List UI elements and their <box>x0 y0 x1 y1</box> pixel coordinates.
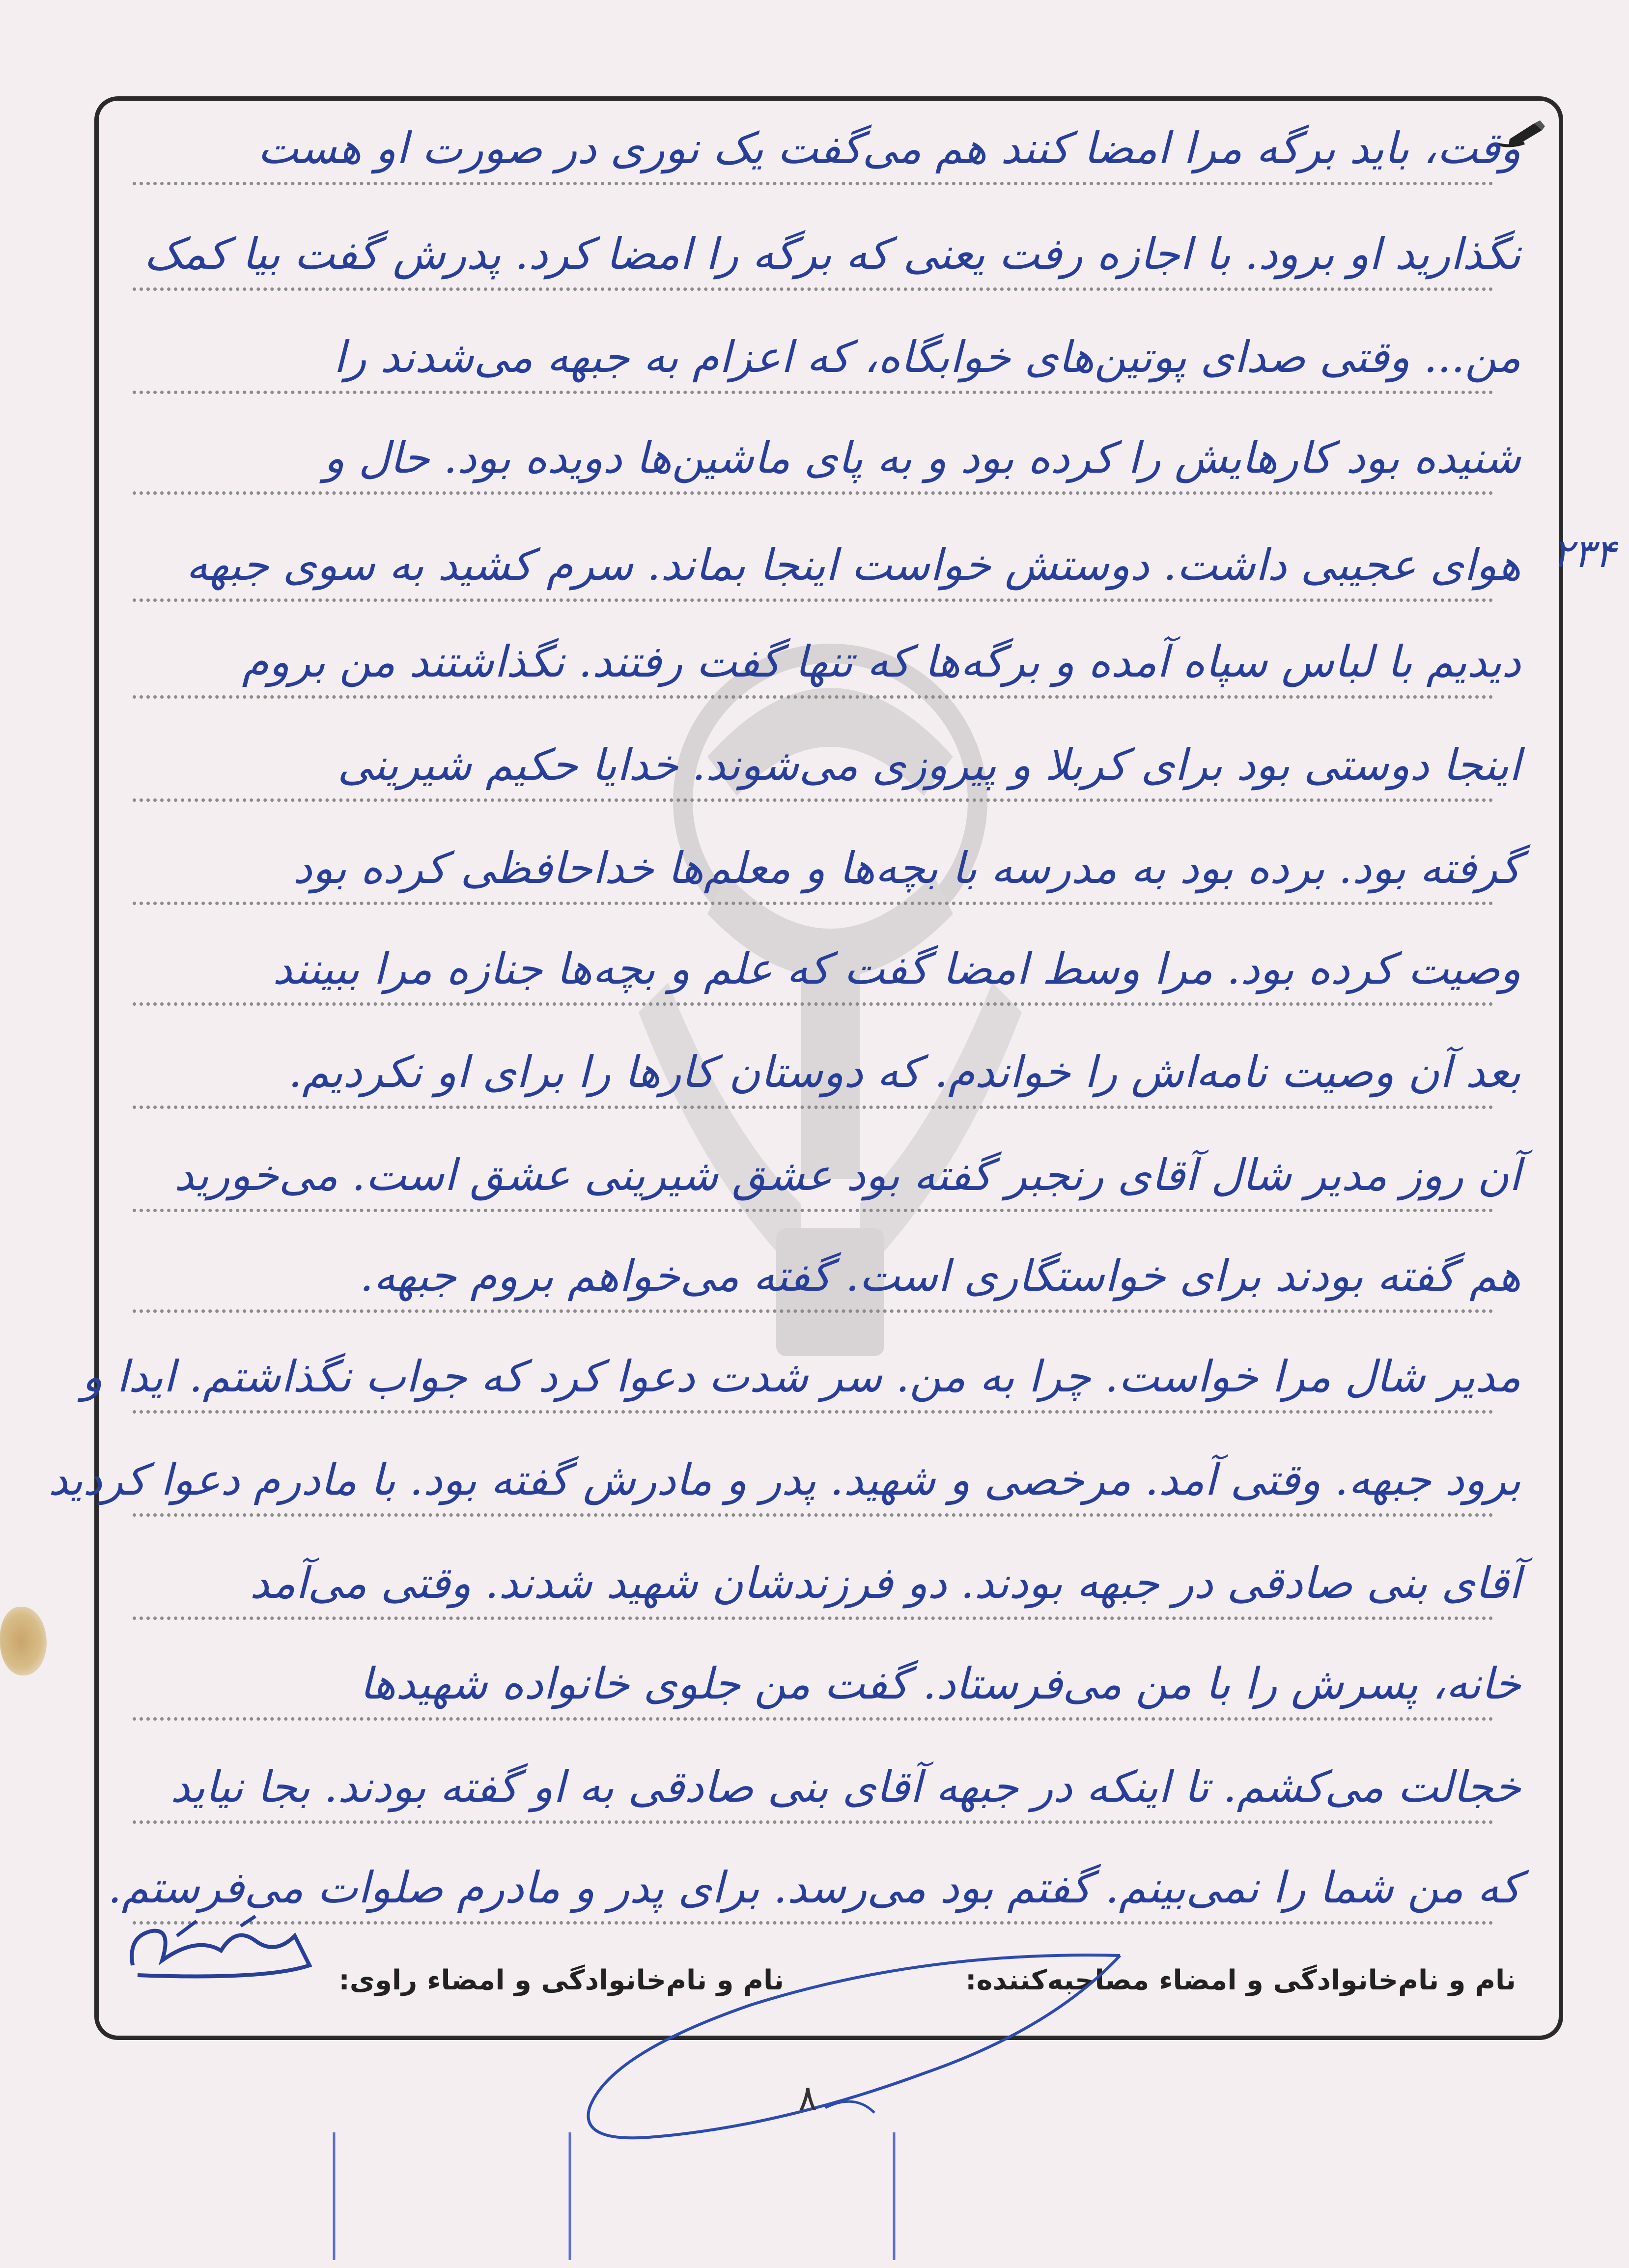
bottom-stray-marks <box>314 2127 953 2265</box>
handwritten-line: برود جبهه. وقتی آمد. مرخصی و شهید. پدر و مادرش گفته بود. با مادرم دعوا کردید <box>48 1454 1521 1505</box>
ruled-line <box>133 902 1493 905</box>
page-number: ۸ <box>798 2077 817 2119</box>
handwritten-line: هوای عجیبی داشت. دوستش خواست اینجا بماند. سرم کشید به سوی جبهه <box>186 539 1521 590</box>
ruled-line <box>133 798 1493 802</box>
ruled-line <box>133 598 1493 602</box>
ruled-line <box>133 1309 1493 1313</box>
ruled-line <box>133 1921 1493 1925</box>
ruled-line <box>133 1106 1493 1109</box>
handwritten-line: که من شما را نمی‌بینم. گفتم بود می‌رسد. برای پدر و مادرم صلوات می‌فرستم. <box>108 1862 1521 1913</box>
handwritten-line: آن روز مدیر شال آقای رنجبر گفته بود عشق شیرینی عشق است. می‌خورید <box>174 1150 1521 1200</box>
ruled-line <box>133 287 1493 291</box>
ruled-line <box>133 1002 1493 1006</box>
handwritten-line: خانه، پسرش را با من می‌فرستاد. گفت من جلوی خانواده شهیدها <box>360 1658 1521 1709</box>
handwritten-line: شنیده بود کارهایش را کرده بود و به پای ماشین‌ها دویده بود. حال و <box>324 432 1521 483</box>
handwritten-line: خجالت می‌کشم. تا اینکه در جبهه آقای بنی صادقی به او گفته بودند. بجا نیاید <box>170 1761 1521 1812</box>
interviewer-signature-label: نام و نام‌خانوادگی و امضاء مصاحبه‌کننده: <box>965 1964 1516 1996</box>
margin-number: ۲۳۴ <box>1552 531 1616 576</box>
ruled-line <box>133 1616 1493 1620</box>
ruled-line <box>133 1410 1493 1414</box>
handwritten-line: وقت، باید برگه مرا امضا کنند هم می‌گفت یک نوری در صورت او هست <box>257 123 1521 173</box>
narrator-signature <box>118 1906 324 1995</box>
ruled-line <box>133 1820 1493 1824</box>
handwritten-line: اینجا دوستی بود برای کربلا و پیروزی می‌شوند. خدایا حکیم شیرینی <box>337 739 1521 790</box>
ruled-line <box>133 1717 1493 1721</box>
handwritten-line: بعد آن وصیت نامه‌اش را خواندم. که دوستان کارها را برای او نکردیم. <box>288 1047 1521 1097</box>
ruled-line <box>133 391 1493 394</box>
handwritten-line: نگذارید او برود. با اجازه رفت یعنی که برگه را امضا کرد. پدرش گفت بیا کمک <box>144 228 1521 279</box>
handwritten-line: گرفته بود. برده بود به مدرسه با بچه‌ها و معلم‌ها خداحافظی کرده بود <box>293 843 1521 893</box>
interviewer-signature <box>580 1946 1145 2152</box>
ruled-line <box>133 1513 1493 1517</box>
ruled-line <box>133 695 1493 699</box>
narrator-signature-label: نام و نام‌خانوادگی و امضاء راوی: <box>338 1964 784 1996</box>
handwritten-line: آقای بنی صادقی در جبهه بودند. دو فرزندشان شهید شدند. وقتی می‌آمد <box>250 1558 1521 1608</box>
handwritten-line: وصیت کرده بود. مرا وسط امضا گفت که علم و بچه‌ها جنازه مرا ببینند <box>273 943 1521 994</box>
coffee-stain <box>0 1607 47 1675</box>
handwritten-line: هم گفته بودند برای خواستگاری است. گفته می‌خواهم بروم جبهه. <box>360 1250 1521 1301</box>
ruled-line <box>133 1209 1493 1212</box>
handwritten-line: دیدیم با لباس سپاه آمده و برگه‌ها که تنها گفت رفتند. نگذاشتند من بروم <box>242 636 1521 687</box>
handwritten-line: مدیر شال مرا خواست. چرا به من. سر شدت دعوا کرد که جواب نگذاشتم. ایدا و <box>82 1351 1521 1402</box>
ruled-line <box>133 182 1493 185</box>
handwritten-line: من... وقتی صدای پوتین‌های خوابگاه، که اعزام به جبهه می‌شدند را <box>333 332 1521 382</box>
ruled-line <box>133 491 1493 495</box>
